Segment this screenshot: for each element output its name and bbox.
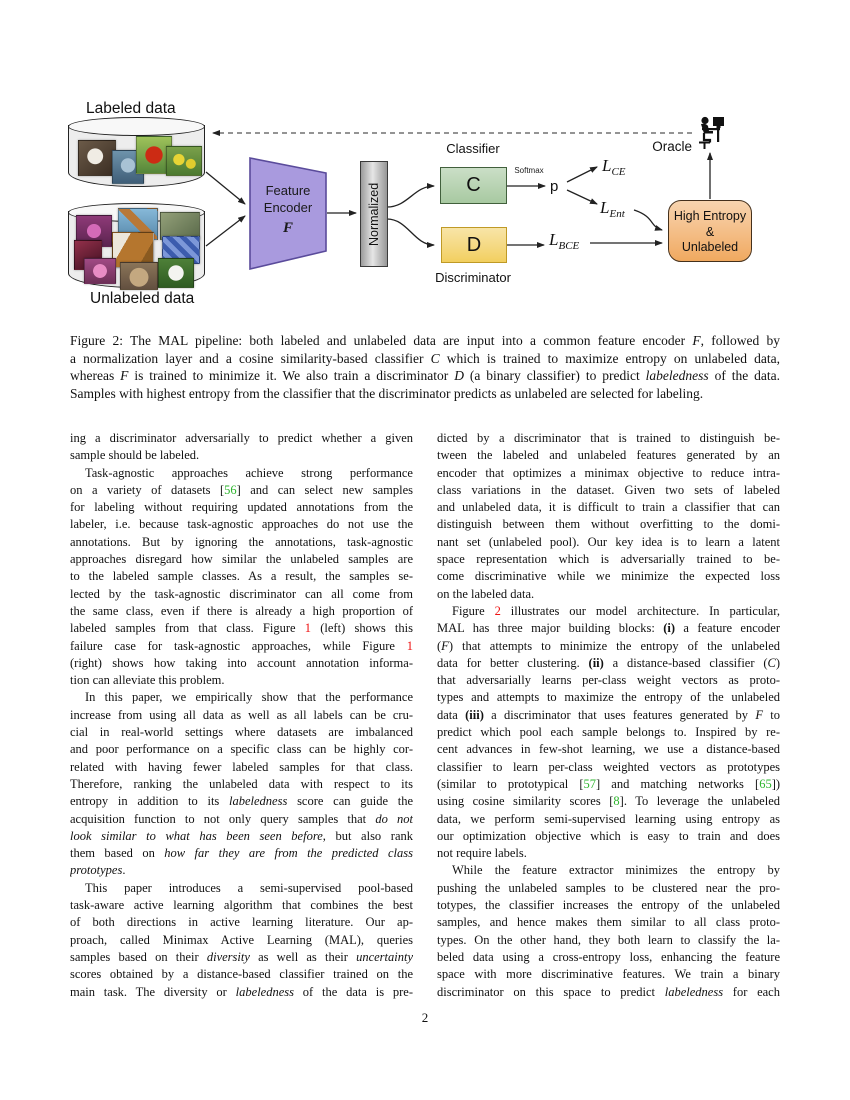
text-line (437, 759, 780, 776)
text-line (70, 655, 413, 672)
unlabeled-data-cylinder (68, 203, 205, 288)
text-line (70, 367, 780, 385)
text-line (437, 482, 780, 499)
text-segment: do not (375, 811, 413, 826)
text-segment: (a binary classifier) to predict (463, 368, 646, 384)
text-segment: scores obtained by a distance-based classifier trained on the (70, 967, 413, 982)
text-segment: a feature encoder (675, 621, 780, 636)
text-segment: ) (775, 655, 780, 670)
text-segment: . (122, 863, 126, 878)
discriminator-label: Discriminator (435, 270, 511, 285)
yellow-flowers-thumbnail (166, 146, 202, 176)
text-line (437, 724, 780, 741)
text-segment: on the labeled data. (437, 586, 535, 601)
text-segment: C (767, 655, 776, 670)
text-line (70, 672, 413, 689)
text-line (437, 811, 780, 828)
text-line (437, 793, 780, 810)
normalized-layer-box: Normalized (360, 161, 388, 267)
text-line (70, 966, 413, 983)
text-segment: come discriminative while we minimize the expected loss (437, 569, 780, 584)
text-line (437, 862, 780, 879)
loss-ent-label: $L_{Ent}$ (600, 198, 625, 220)
text-line (70, 568, 413, 585)
softmax-label: Softmax (514, 166, 544, 175)
text-segment: distinguish between them without overfitting to the domi- (437, 517, 780, 532)
text-segment: ] and matching networks [ (596, 776, 760, 791)
text-segment: tion can alleviate this problem. (70, 673, 225, 688)
text-segment: (left) shows this (311, 621, 413, 636)
paragraph (70, 880, 413, 1001)
oracle-person-icon (696, 114, 726, 150)
text-line (437, 966, 780, 983)
text-segment: space with more discriminative features. We train a binary (437, 967, 780, 982)
text-line (70, 724, 413, 741)
text-line (70, 862, 413, 879)
left-column (70, 430, 413, 1001)
text-segment: as well as their (249, 949, 357, 964)
text-segment: (ii) (588, 655, 604, 670)
text-segment: samples based on their (70, 949, 207, 964)
text-line (437, 689, 780, 706)
text-segment: our optimization objective which is easy to train and does (437, 828, 780, 843)
text-segment: F (692, 333, 701, 348)
text-segment: which is trained to maximize entropy on unlabeled data, (439, 350, 780, 366)
text-line (70, 880, 413, 897)
text-line (437, 707, 780, 724)
text-segment: types and attempts to maximize the entropy of the unlabeled (437, 690, 780, 705)
text-segment: (iii) (465, 707, 484, 722)
text-segment: of the data is pre- (294, 984, 413, 999)
text-line (437, 430, 780, 447)
text-line (70, 603, 413, 620)
text-segment: prototypes (70, 863, 123, 878)
text-segment: data for better clustering. (437, 655, 589, 670)
text-segment: score can guide the (287, 794, 413, 809)
text-line (437, 828, 780, 845)
text-line (70, 845, 413, 862)
text-segment: cent advances in few-shot learning, we use a distance-based (437, 742, 780, 757)
text-segment: , followed by (700, 333, 780, 348)
text-segment: F (120, 368, 129, 384)
text-segment: Task-agnostic approaches achieve strong performance (85, 465, 413, 480)
text-line (437, 984, 780, 1001)
cylinder-top (68, 117, 205, 136)
text-line (70, 897, 413, 914)
text-line (70, 759, 413, 776)
text-line (437, 516, 780, 533)
text-line (70, 793, 413, 810)
text-segment: to the labeled sample classes. As a result, the samples se- (70, 569, 413, 584)
figure-ref-link[interactable]: 2 (494, 603, 501, 618)
text-segment: C (430, 350, 440, 366)
text-line (70, 482, 413, 499)
paragraph (437, 430, 780, 603)
p-output-label: p (550, 178, 559, 195)
text-line (437, 776, 780, 793)
text-segment: labeledness (229, 794, 288, 809)
right-column (437, 430, 780, 1001)
paragraph (70, 430, 413, 465)
text-segment: data, we perform semi-supervised learning using entropy as (437, 811, 780, 826)
text-segment: whereas (70, 368, 121, 384)
text-segment: encoder that optimizes a minimax objective to reduce intra- (437, 465, 780, 480)
text-segment: F (755, 707, 763, 722)
feature-encoder-f-symbol: F (282, 220, 293, 236)
text-line (70, 638, 413, 655)
text-line (70, 811, 413, 828)
text-segment: not require labels. (437, 846, 527, 861)
paragraph (437, 603, 780, 862)
text-segment: (similar to prototypical [ (437, 776, 584, 791)
text-segment: Therefore, ranking the unlabeled data with respect to its (70, 776, 413, 791)
text-segment: pushing the unlabeled samples to be clustered near the pro- (437, 880, 780, 895)
text-segment: how far they are from the predicted class (164, 846, 413, 861)
text-line (437, 672, 780, 689)
text-line (70, 350, 780, 368)
text-segment: beled data using a cross-entropy loss, enhancing the feature (437, 949, 780, 964)
text-line (70, 447, 413, 464)
rabbit-thumbnail (120, 262, 158, 290)
text-segment: is trained to minimize it. We also train a discriminator (128, 368, 455, 384)
text-segment: dicted by a discriminator that is trained to distinguish be- (437, 431, 780, 445)
oracle-label: Oracle (652, 139, 692, 154)
pink-flowers-thumbnail (84, 258, 116, 284)
text-segment: illustrates our model architecture. In particular, (500, 603, 780, 618)
text-segment: approaches disregard how similar the unlabeled samples are (70, 552, 413, 567)
text-line (70, 984, 413, 1001)
text-segment: of the data. (708, 368, 780, 384)
figure-ref-link[interactable]: 1 (406, 638, 413, 653)
text-segment: ing a discriminator adversarially to predict whether a given (70, 431, 413, 445)
text-line (437, 914, 780, 931)
text-line (70, 516, 413, 533)
text-segment: class variations in the dataset. Given two sets of labeled (437, 482, 780, 497)
text-line (70, 534, 413, 551)
text-line (437, 880, 780, 897)
citation-link[interactable]: 56 (224, 482, 237, 497)
text-segment: types. On the other hand, they both learn to classify the la- (437, 932, 780, 947)
labeled-data-label: Labeled data (86, 100, 176, 117)
text-segment: data (437, 707, 466, 722)
dove-thumbnail (78, 140, 116, 176)
text-line (437, 568, 780, 585)
feature-encoder-label: Feature Encoder (263, 183, 313, 215)
text-segment: labeler, i.e. because task-agnostic approaches do not use the (70, 517, 413, 532)
text-segment: that adversarially learns per-class weight vectors as proto- (437, 673, 780, 688)
text-line (437, 534, 780, 551)
text-line (70, 551, 413, 568)
text-segment: uncertainty (356, 949, 413, 964)
paragraph (70, 465, 413, 690)
loss-bce-label: $L_{BCE}$ (549, 230, 580, 252)
text-segment: a discriminator that uses features generated by (483, 707, 756, 722)
text-line (437, 551, 780, 568)
text-segment: nant set (unlabeled pool). Our key idea is to learn a latent (437, 534, 780, 549)
text-line (70, 586, 413, 603)
text-segment: predict which pool each sample belongs to. Inspired by re- (437, 725, 780, 740)
text-line (70, 499, 413, 516)
text-line (437, 465, 780, 482)
text-line (70, 332, 780, 350)
text-segment: labeled samples from that class. Figure (70, 621, 305, 636)
text-segment: (i) (663, 621, 676, 636)
text-segment: samples, and hence makes them similar to all class proto- (437, 915, 780, 930)
text-line (437, 586, 780, 603)
text-segment: on a variety of datasets [ (70, 482, 225, 497)
discriminator-d-box: D (441, 227, 507, 263)
text-line (70, 949, 413, 966)
text-segment: In this paper, we empirically show that the performance (85, 690, 413, 705)
labeled-data-cylinder (68, 117, 205, 187)
text-line (437, 620, 780, 637)
text-line (70, 932, 413, 949)
text-line (70, 465, 413, 482)
text-segment: a normalization layer and a cosine similarity-based classifier (70, 350, 431, 366)
text-line (70, 741, 413, 758)
text-segment: cial in real-world settings where datasets are imbalanced (70, 725, 413, 740)
paragraph (437, 862, 780, 1000)
text-segment: Samples with highest entropy from the classifier that the discriminator predicts as unlabeled are selected for labeling. (70, 385, 704, 401)
text-segment: labeledness (664, 984, 724, 999)
figure-2-diagram (0, 98, 850, 313)
citation-link[interactable]: 65 (759, 776, 772, 791)
text-segment: for each (723, 984, 780, 999)
text-line (437, 845, 780, 862)
page-number: 2 (421, 1010, 429, 1025)
text-segment: of both directions in active learning literature. Our ap- (70, 915, 413, 930)
text-segment: proach, called Minimax Active Learning (MAL), queries (70, 932, 413, 947)
text-segment: a distance-based classifier ( (603, 655, 768, 670)
text-segment: main task. The diversity or (70, 984, 236, 999)
text-line (437, 499, 780, 516)
text-segment: related with having fewer labeled samples for that class. (70, 759, 413, 774)
text-line (70, 689, 413, 706)
text-segment: acquisition function to not only query samples that (70, 811, 376, 826)
text-segment: them based on (70, 846, 165, 861)
text-line (70, 776, 413, 793)
text-segment: diversity (206, 949, 250, 964)
text-line (70, 707, 413, 724)
text-segment: ] and can select new samples (236, 482, 413, 497)
text-line (437, 447, 780, 464)
paragraph (70, 689, 413, 879)
text-segment: to (762, 707, 780, 722)
text-line (70, 385, 780, 403)
text-line (70, 828, 413, 845)
text-segment: (right) shows how taking into account annotation informa- (70, 655, 413, 670)
text-line (437, 638, 780, 655)
text-line (70, 430, 413, 447)
text-segment: Figure (452, 603, 495, 618)
text-segment: D (454, 368, 464, 384)
text-segment: While the feature extractor minimizes the entropy by (452, 863, 780, 878)
citation-link[interactable]: 57 (583, 776, 597, 791)
text-segment: look similar to what has been seen before (70, 828, 323, 843)
text-segment: ( (437, 638, 442, 653)
text-segment: ]. To leverage the unlabeled (619, 794, 780, 809)
text-segment: task-aware active learning algorithm that combines the best (70, 898, 413, 913)
text-segment: F (441, 638, 449, 653)
text-line (437, 949, 780, 966)
text-segment: and unlabeled data, it is difficult to train a classifier that can (437, 500, 780, 515)
text-line (437, 932, 780, 949)
text-segment: entropy in addition to its (70, 794, 230, 809)
text-segment: lected by the task-agnostic discriminator can all come from (70, 586, 413, 601)
text-segment: failure case for task-agnostic approaches, while Figure (70, 638, 407, 653)
text-line (437, 741, 780, 758)
text-segment: , but also rank (322, 828, 413, 843)
text-segment: annotations. But by ignoring the annotations, task-agnostic (70, 534, 413, 549)
loss-ce-label: $L_{CE}$ (602, 156, 626, 178)
text-segment: labeledness (645, 368, 709, 384)
text-line (437, 603, 780, 620)
classifier-c-box: C (440, 167, 507, 204)
text-segment: and poor performance on a specific class can be highly cor- (70, 742, 413, 757)
text-segment: totypes, the classifier increases the entropy of the unlabeled (437, 898, 780, 913)
text-line (70, 914, 413, 931)
text-segment: ) that attempts to minimize the entropy of the unlabeled (448, 638, 780, 653)
text-segment: using cosine similarity scores [ (437, 794, 614, 809)
text-segment: MAL has three major building blocks: (437, 621, 664, 636)
unlabeled-data-label: Unlabeled data (90, 290, 195, 307)
text-segment: space representation which is adversarially trained to be- (437, 552, 780, 567)
text-segment: Figure 2: The MAL pipeline: both labeled and unlabeled data are input into a common feature encoder (70, 333, 693, 348)
text-line (70, 620, 413, 637)
citation-link[interactable]: 8 (613, 794, 620, 809)
white-flower-thumbnail (158, 258, 194, 288)
text-segment: This paper introduces a semi-supervised pool-based (85, 880, 413, 895)
text-line (437, 897, 780, 914)
text-segment: classifier to learn per-class weighted vectors as prototypes (437, 759, 780, 774)
text-segment: tween the labeled and unlabeled features generated by an (437, 448, 780, 463)
text-line (437, 655, 780, 672)
high-entropy-unlabeled-box: High Entropy & Unlabeled (668, 200, 752, 262)
text-segment: sample should be labeled. (70, 448, 200, 463)
classifier-label: Classifier (446, 141, 500, 156)
text-segment: labeledness (235, 984, 294, 999)
text-segment: ]) (771, 776, 780, 791)
figure-ref-link[interactable]: 1 (304, 621, 312, 636)
figure-caption (70, 332, 780, 402)
text-segment: the same class, even if there is already a high proportion of (70, 603, 413, 618)
text-segment: increase from using all data as well as all labels can be cru- (70, 707, 413, 722)
text-segment: discriminator on this space to predict (437, 984, 665, 999)
text-segment: for labeling without requiring updated annotations from the (70, 500, 413, 515)
